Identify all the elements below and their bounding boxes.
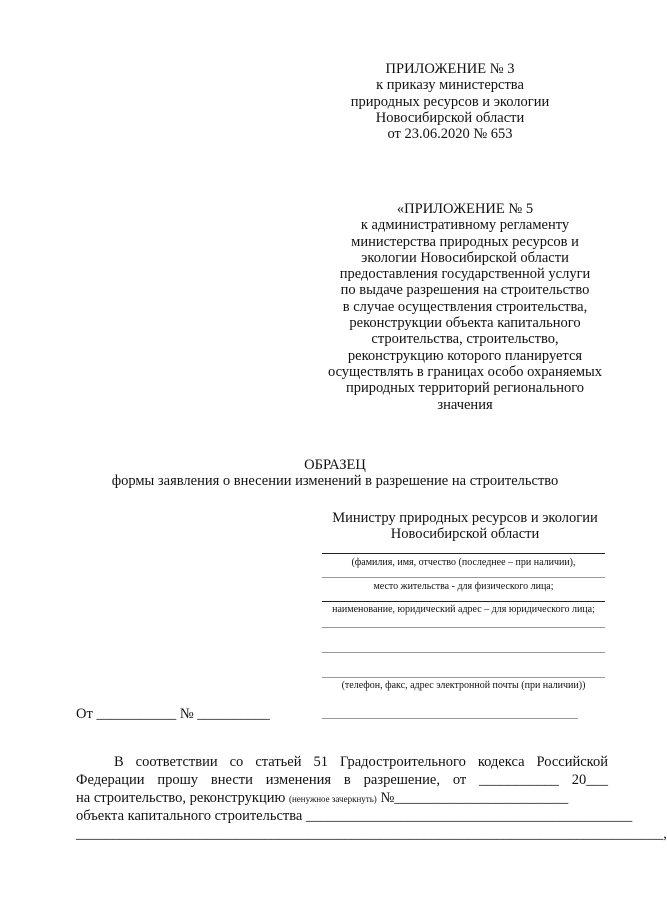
body-line-3	[76, 790, 568, 807]
applicant-name-line	[322, 553, 605, 554]
sample-heading: ОБРАЗЕЦ	[304, 457, 366, 473]
from-line	[76, 706, 270, 723]
body-text: Федерации прошу внести изменения в разрешение, от	[76, 772, 467, 788]
from-label: От	[76, 706, 93, 722]
from-number-blank: __________	[197, 706, 270, 722]
applicant-name-hint: (фамилия, имя, отчество (последнее – при наличии),	[351, 557, 576, 568]
object-name-continuation-blank: _________________________________________________________________________________	[76, 826, 664, 842]
applicant-contact-line	[322, 677, 605, 678]
appendix-5-line: предоставления государственной услуги	[339, 266, 591, 283]
body-comma: ,	[663, 826, 667, 842]
applicant-legal-line	[322, 601, 605, 602]
addressee-line-2: Новосибирской области	[390, 526, 540, 543]
body-text: объекта капитального строительства	[76, 808, 303, 824]
permit-date-blank: ___________	[479, 772, 559, 788]
permit-number-blank: ________________________	[394, 790, 569, 806]
appendix-3-line: к приказу министерства	[376, 77, 524, 94]
appendix-3-header	[290, 61, 610, 142]
appendix-5-line: в случае осуществления строительства,	[342, 298, 588, 315]
strike-note: (ненужное зачеркнуть)	[288, 794, 377, 804]
appendix-5-line: министерства природных ресурсов и	[351, 233, 579, 250]
appendix-5-line: «ПРИЛОЖЕНИЕ № 5	[396, 201, 534, 217]
appendix-5-line: реконструкции объекта капитального	[349, 315, 581, 332]
applicant-extra-line-1	[322, 627, 605, 628]
body-text: В соответствии со статьей 51 Градостроительного кодекса Российской	[114, 754, 608, 770]
permit-year: 20___	[571, 772, 609, 788]
from-date-blank: ___________	[96, 706, 177, 722]
object-name-blank: _____________________________________________	[305, 808, 633, 824]
body-line-2	[76, 772, 608, 789]
addressee-block	[310, 510, 620, 543]
appendix-3-line: природных ресурсов и экологии	[350, 93, 550, 110]
body-text: на строительство, реконструкцию	[76, 790, 286, 806]
body-line-1	[76, 754, 608, 771]
appendix-5-line: осуществлять в границах особо охраняемых	[327, 363, 603, 380]
appendix-3-line: Новосибирской области	[375, 109, 525, 126]
body-line-4	[76, 808, 632, 825]
appendix-5-line: к административному регламенту	[360, 217, 570, 234]
appendix-5-header	[300, 201, 630, 413]
appendix-5-line: строительства, строительство,	[371, 331, 559, 348]
addressee-line-1: Министру природных ресурсов и экологии	[332, 510, 598, 526]
sample-subheading: формы заявления о внесении изменений в разрешение на строительство	[111, 473, 559, 490]
appendix-3-line: от 23.06.2020 № 653	[387, 126, 513, 143]
appendix-5-line: экологии Новосибирской области	[361, 249, 569, 266]
applicant-residence-line	[322, 577, 605, 578]
applicant-contact-hint: (телефон, факс, адрес электронной почты (при наличии))	[341, 680, 586, 691]
from-number-sign: №	[179, 706, 194, 722]
sample-heading-block	[40, 457, 630, 490]
applicant-extra-line-2	[322, 652, 605, 653]
appendix-5-line: реконструкцию которого планируется	[347, 347, 583, 364]
applicant-legal-hint: наименование, юридический адрес – для юридического лица;	[332, 604, 595, 615]
appendix-5-line: значения	[437, 396, 493, 413]
signature-line	[322, 718, 578, 719]
appendix-5-line: по выдаче разрешения на строительство	[340, 282, 590, 299]
appendix-3-line: ПРИЛОЖЕНИЕ № 3	[385, 61, 515, 77]
applicant-residence-hint: место жительства - для физического лица;	[373, 581, 554, 592]
body-line-5	[76, 826, 667, 843]
permit-number-sign: №	[380, 790, 395, 806]
appendix-5-line: природных территорий регионального	[345, 380, 585, 397]
